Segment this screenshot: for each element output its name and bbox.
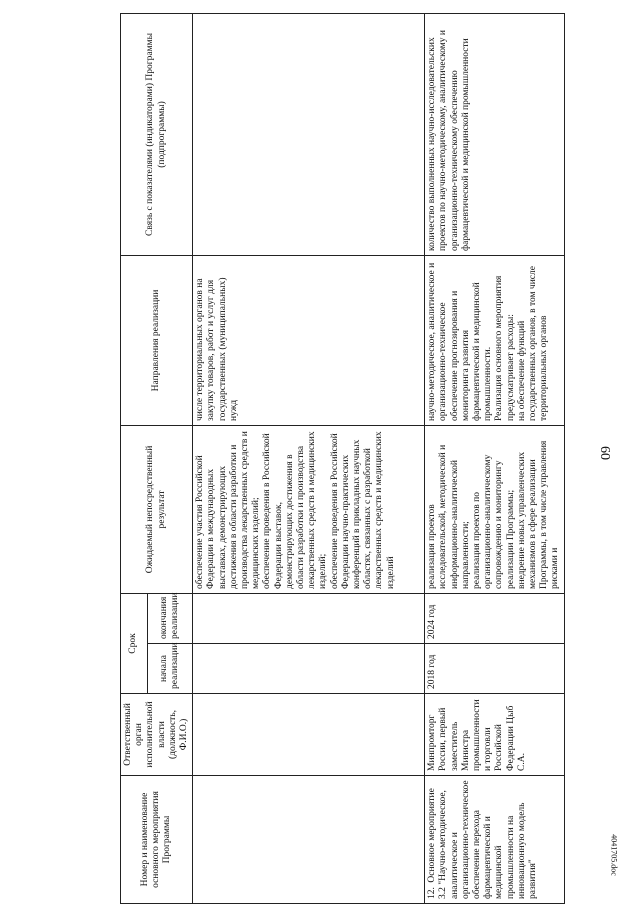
cell-term-end: 2024 год [425,593,564,643]
cell-link: количество выполненных научно-исследовательских проектов по научно-методическому, аналитическому и организационно-техническому обеспечению фармацевтической и медицинской промышленности [425,13,564,255]
program-activities-table [120,13,565,904]
header-directions: Направления реализации [121,255,193,425]
page-number: 60 [597,445,612,460]
header-row [121,13,148,903]
header-term: Срок [121,593,148,693]
table-row [193,13,425,903]
cell-expected-result: реализация проектов исследовательской, методической и информационно-аналитической направленности; реализация проектов по организационно-аналитическому сопровождению и мониторингу реализации Программы; внедрение новых управленческих механизмов в сфере реализации Программы, в том числе управления рисками и [425,425,564,593]
table-row [425,13,564,903]
cell-responsible: Минпромторг России, первый заместитель Министра промышленности и торговли Российской Федерации Цыб С.А. [425,694,564,776]
header-term-end: окончания реализации [147,593,192,643]
cell-term-start [193,644,425,694]
header-expected-result: Ожидаемый непосредственный результат [121,425,193,593]
cell-directions: научно-методическое, аналитическое и организационно-техническое обеспечение прогнозирования и мониторинга развития фармацевтической и медицинской промышленности. Реализация основного мероприятия предусматривает расходы: на обеспечение функций государственных органов, в том числе территориальных органов [425,255,564,425]
cell-expected-result: обеспечение участия Российской Федерации в международных выставках, демонстрирующих достижения в области разработки и производства лекарственных средств и медицинских изделий; обеспечение проведения в Российской Федерации выставок, демонстрирующих достижения в области разработки и производства лекарственных средств и медицинских изделий; обеспечение проведения в Российской Федерации научно-практических конференций в прикладных научных областях, связанных с разработкой лекарственных средств и медицинских изделий [193,425,425,593]
cell-directions: числе территориальных органов на закупку товаров, работ и услуг для государственных (муниципальных) нужд [193,255,425,425]
cell-name [425,776,564,904]
cell-link [193,13,425,255]
header-link: Связь с показателями (индикаторами) Программы (подпрограммы) [121,13,193,255]
program-table-sheet [120,14,560,904]
row-number: 12. [427,887,438,899]
header-name: Номер и наименование основного мероприятия Программы [121,776,193,904]
cell-term-start: 2018 год [425,644,564,694]
cell-name [193,776,425,904]
header-responsible: Ответственный орган исполнительной власти (должность, Ф.И.О.) [121,694,193,776]
footer-file-code: 4041705.doc [609,834,619,876]
cell-responsible [193,694,425,776]
activity-name: Основное мероприятие 3.2 "Научно-методическое, аналитическое и организационно-техническое обеспечение перехода фармацевтической и медицинской промышленности на инновационную модель развития" [427,780,539,899]
header-term-start: начала реализации [147,644,192,694]
cell-term-end [193,593,425,643]
